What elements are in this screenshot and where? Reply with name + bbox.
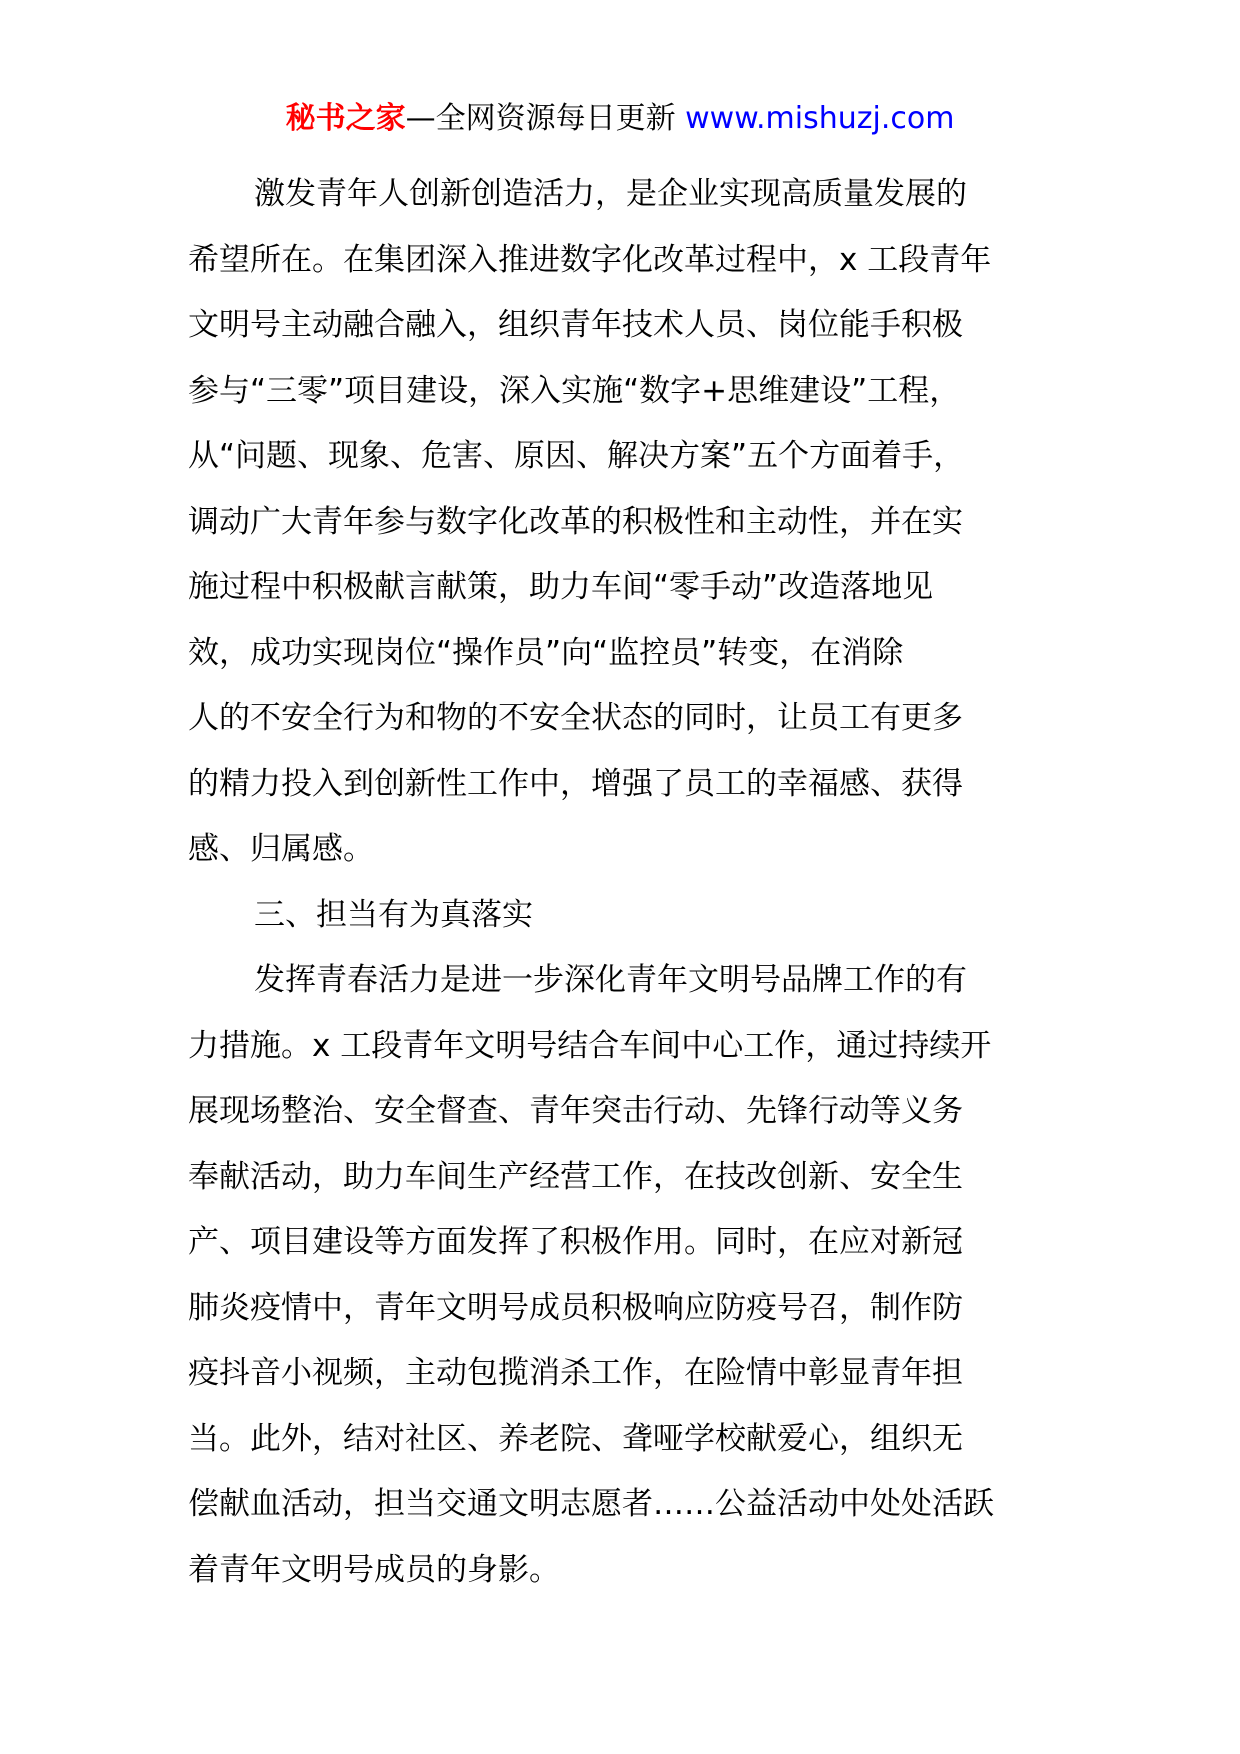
paragraph-line: 调动广大青年参与数字化改革的积极性和主动性，并在实 (188, 503, 963, 540)
header-tagline: —全网资源每日更新 (405, 101, 676, 136)
paragraph-line: 疫抖音小视频，主动包揽消杀工作，在险情中彰显青年担 (188, 1355, 963, 1391)
page-header (0, 98, 1240, 140)
paragraph-line: 参与“三零”项目建设，深入实施“数字+思维建设”工程， (188, 372, 961, 409)
site-url[interactable]: www.mishuzj.com (685, 101, 955, 136)
paragraph-line: 产、项目建设等方面发挥了积极作用。同时，在应对新冠 (188, 1224, 963, 1260)
section-heading: 三、担当有为真落实 (254, 896, 533, 933)
paragraph-line: 的精力投入到创新性工作中，增强了员工的幸福感、获得 (188, 765, 963, 802)
paragraph-line: 肺炎疫情中，青年文明号成员积极响应防疫号召，制作防 (188, 1289, 963, 1326)
paragraph-line: 文明号主动融合融入，组织青年技术人员、岗位能手积极 (188, 307, 963, 343)
paragraph-line: 感、归属感。 (188, 831, 374, 867)
paragraph-line: 展现场整治、安全督查、青年突击行动、先锋行动等义务 (188, 1093, 963, 1129)
paragraph-line: 偿献血活动，担当交通文明志愿者……公益活动中处处活跃 (188, 1486, 994, 1522)
paragraph-line: 激发青年人创新创造活力，是企业实现高质量发展的 (254, 176, 967, 212)
paragraph-line: 从“问题、现象、危害、原因、解决方案”五个方面着手， (188, 438, 965, 474)
paragraph-line: 发挥青春活力是进一步深化青年文明号品牌工作的有 (254, 962, 967, 998)
paragraph-line: 希望所在。在集团深入推进数字化改革过程中，x 工段青年 (188, 241, 992, 278)
paragraph-line: 施过程中积极献言献策，助力车间“零手动”改造落地见 (188, 569, 934, 605)
body-text (188, 162, 1068, 1603)
paragraph-line: 力措施。x 工段青年文明号结合车间中心工作，通过持续开 (188, 1027, 992, 1064)
paragraph-line: 着青年文明号成员的身影。 (188, 1551, 560, 1588)
paragraph-line: 效，成功实现岗位“操作员”向“监控员”转变，在消除 (188, 634, 904, 671)
paragraph-line: 人的不安全行为和物的不安全状态的同时，让员工有更多 (188, 700, 963, 736)
paragraph-line: 当。此外，结对社区、养老院、聋哑学校献爱心，组织无 (188, 1420, 963, 1457)
brand-name: 秘书之家 (285, 101, 406, 136)
paragraph-line: 奉献活动，助力车间生产经营工作，在技改创新、安全生 (188, 1158, 963, 1195)
